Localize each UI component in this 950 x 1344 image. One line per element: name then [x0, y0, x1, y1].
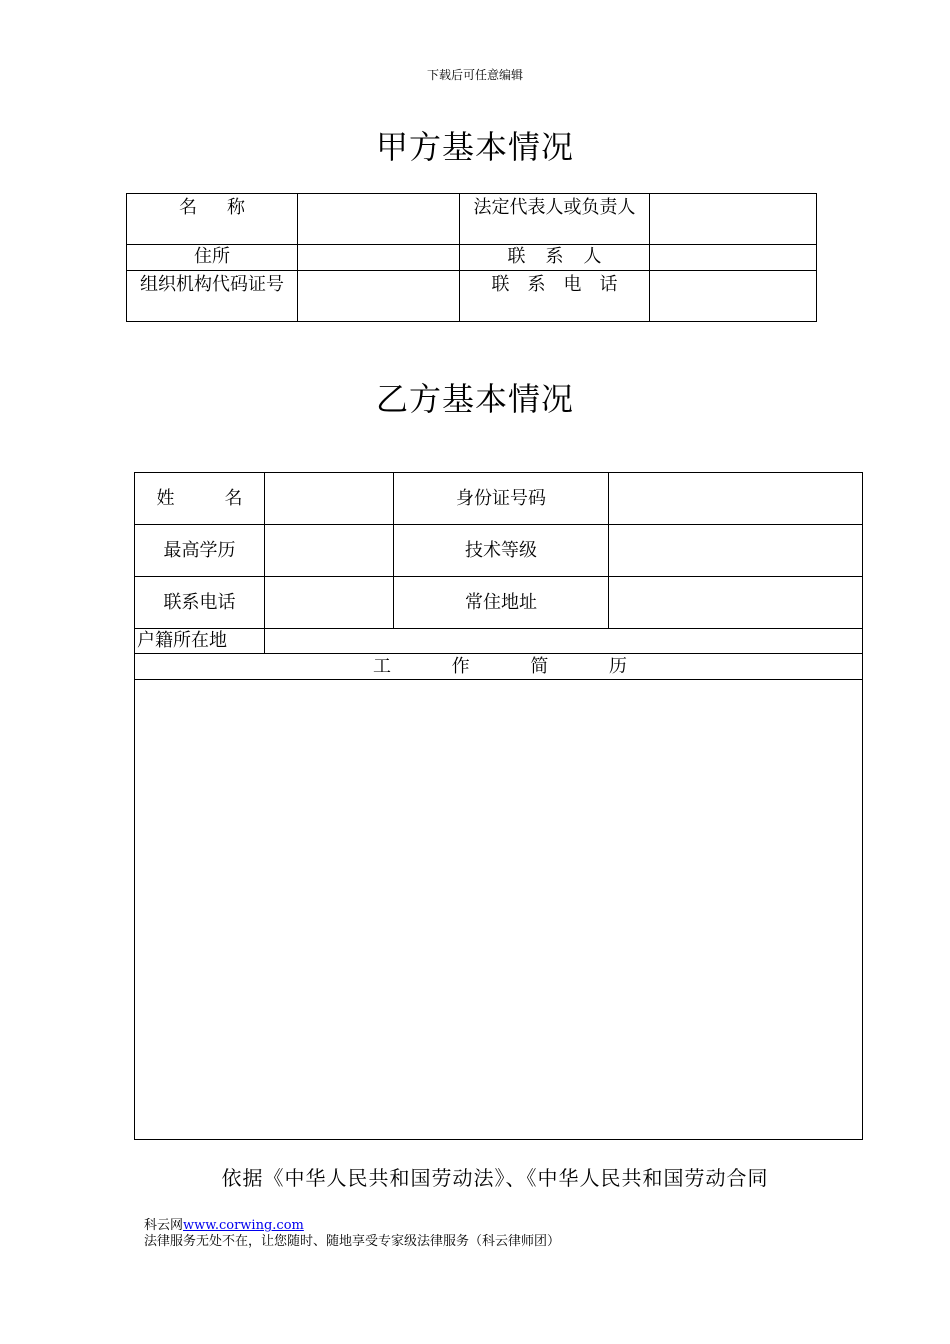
party-b-table [134, 472, 863, 1140]
phone-label-char: 系 [527, 274, 546, 295]
id-value-cell[interactable] [609, 473, 863, 525]
org-code-label: 组织机构代码证号 [127, 271, 298, 322]
b-phone-label: 联系电话 [135, 577, 265, 629]
education-label: 最高学历 [135, 525, 265, 577]
phone-label-cell [460, 271, 650, 322]
education-value-cell[interactable] [265, 525, 394, 577]
party-a-title: 甲方基本情况 [375, 128, 574, 166]
b-name-value-cell[interactable] [265, 473, 394, 525]
phone-label-char: 话 [599, 274, 618, 295]
contact-value-cell[interactable] [650, 245, 817, 271]
residence-value-cell[interactable] [609, 577, 863, 629]
legal-rep-label: 法定代表人或负责人 [460, 194, 650, 245]
work-history-char: 历 [608, 655, 627, 677]
b-phone-value-cell[interactable] [265, 577, 394, 629]
address-value-cell[interactable] [298, 245, 460, 271]
contact-label-char: 人 [583, 246, 602, 267]
id-label: 身份证号码 [394, 473, 609, 525]
body-text: 依据《中华人民共和国劳动法》、《中华人民共和国劳动合同 [221, 1166, 769, 1190]
b-name-label-char: 姓 [156, 487, 175, 509]
contact-label-cell [460, 245, 650, 271]
work-history-header [135, 654, 863, 680]
contact-label-char: 系 [545, 246, 564, 267]
phone-label-char: 电 [563, 274, 582, 295]
org-code-value-cell[interactable] [298, 271, 460, 322]
address-label: 住所 [127, 245, 298, 271]
tech-level-value-cell[interactable] [609, 525, 863, 577]
name-label-char: 称 [227, 197, 245, 218]
contact-label-char: 联 [507, 246, 526, 267]
household-value-cell[interactable] [265, 629, 863, 654]
b-name-label-cell [135, 473, 265, 525]
work-history-content[interactable] [135, 680, 863, 1140]
name-label-cell [127, 194, 298, 245]
b-name-label-char: 名 [224, 487, 243, 509]
header-note: 下载后可任意编辑 [426, 68, 523, 82]
tech-level-label: 技术等级 [394, 525, 609, 577]
party-a-table [126, 193, 817, 322]
phone-value-cell[interactable] [650, 271, 817, 322]
work-history-char: 工 [373, 655, 391, 677]
footer-slogan: 法律服务无处不在，让您随时、随地享受专家级法律服务（科云律师团） [144, 1234, 561, 1249]
party-b-title: 乙方基本情况 [375, 380, 574, 418]
footer [144, 1218, 560, 1250]
work-history-char: 简 [530, 655, 549, 677]
residence-label: 常住地址 [394, 577, 609, 629]
phone-label-char: 联 [491, 274, 510, 295]
name-label-char: 名 [179, 197, 197, 218]
footer-link[interactable]: www.corwing.com [183, 1218, 304, 1233]
name-value-cell[interactable] [298, 194, 460, 245]
work-history-char: 作 [451, 655, 470, 677]
household-label: 户籍所在地 [135, 629, 265, 654]
legal-rep-value-cell[interactable] [650, 194, 817, 245]
footer-brand: 科云网 [144, 1218, 184, 1233]
